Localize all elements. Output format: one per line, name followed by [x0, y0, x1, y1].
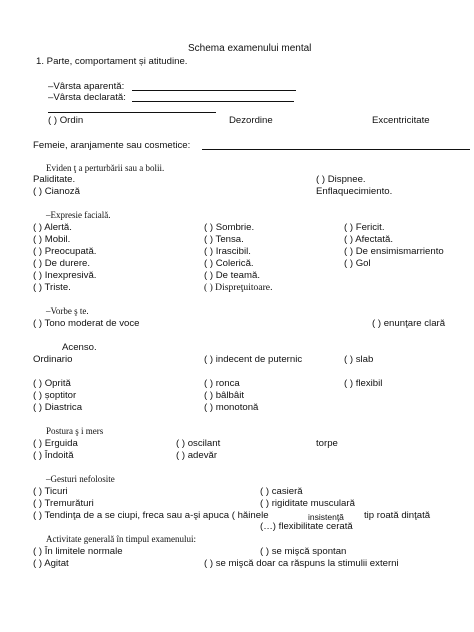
item-indoita[interactable]: ( ) Îndoită [33, 450, 74, 461]
expr-col2-item[interactable]: ( ) Tensa. [204, 234, 244, 245]
option-excentricitate[interactable]: Excentricitate [372, 115, 430, 126]
expr-col2-item[interactable]: ( ) Dispreţuitoare. [204, 282, 273, 293]
option-dezordine[interactable]: Dezordine [229, 115, 273, 126]
item-ordinario: Ordinario [33, 354, 73, 365]
speech-col2-item[interactable]: ( ) ronca [204, 378, 240, 389]
expr-col3-item[interactable]: ( ) De ensimismarriento [344, 246, 444, 257]
facial-expression-heading: –Expresie facială. [46, 210, 111, 220]
item-insistenta: insistenţă [308, 512, 344, 522]
posture-heading: Postura ş i mers [46, 426, 104, 436]
expr-col3-item[interactable]: ( ) Gol [344, 258, 371, 269]
item-adevar[interactable]: ( ) adevăr [176, 450, 218, 461]
speech-col1-item[interactable]: ( ) Oprită [33, 378, 71, 389]
expr-col1-item[interactable]: ( ) De durere. [33, 258, 91, 269]
item-tremuraturi[interactable]: ( ) Tremurături [33, 498, 94, 509]
item-raspuns[interactable]: ( ) se mişcă doar ca răspuns la stimulii externi [204, 558, 399, 569]
expr-col3-item[interactable]: ( ) Afectată. [344, 234, 394, 245]
item-torpe: torpe [316, 438, 338, 449]
item-acenso: Acenso. [62, 342, 97, 353]
option-ordin[interactable]: ( ) Ordin [48, 115, 84, 126]
item-slab[interactable]: ( ) slab [344, 354, 374, 365]
item-agitat[interactable]: ( ) Agitat [33, 558, 69, 569]
item-casiera[interactable]: ( ) casieră [260, 486, 303, 497]
item-cianoza[interactable]: ( ) Cianoză [33, 186, 80, 197]
cosmetics-field[interactable] [202, 149, 470, 150]
speech-heading: –Vorbe ş te. [46, 306, 89, 316]
speech-col2-item[interactable]: ( ) bâlbâit [204, 390, 244, 401]
item-oscilant[interactable]: ( ) oscilant [176, 438, 221, 449]
item-paliditate[interactable]: Paliditate. [33, 174, 76, 185]
speech-col2-item[interactable]: ( ) monotonă [204, 402, 259, 413]
evidence-heading: Eviden ţ a perturbării sau a bolii. [46, 163, 165, 173]
gestures-heading: –Gesturi nefolosite [46, 474, 115, 484]
expr-col3-item[interactable]: ( ) Fericit. [344, 222, 385, 233]
item-tono[interactable]: ( ) Tono moderat de voce [33, 318, 140, 329]
item-spontan[interactable]: ( ) se mişcă spontan [260, 546, 347, 557]
apparent-age-label: –Vârsta aparentă: [48, 81, 125, 92]
blank-line[interactable] [48, 112, 216, 113]
expr-col2-item[interactable]: ( ) Irascibil. [204, 246, 251, 257]
item-flexibil[interactable]: ( ) flexibil [344, 378, 383, 389]
item-erguida[interactable]: ( ) Erguida [33, 438, 78, 449]
expr-col1-item[interactable]: ( ) Alertă. [33, 222, 72, 233]
item-dispnee[interactable]: ( ) Dispnee. [316, 174, 366, 185]
expr-col1-item[interactable]: ( ) Inexpresivă. [33, 270, 97, 281]
item-ticuri[interactable]: ( ) Ticuri [33, 486, 68, 497]
item-limitele[interactable]: ( ) În limitele normale [33, 546, 123, 557]
item-enuntare[interactable]: ( ) enunţare clară [372, 318, 446, 329]
expr-col2-item[interactable]: ( ) Colerică. [204, 258, 254, 269]
item-indecent[interactable]: ( ) indecent de puternic [204, 354, 303, 365]
activity-heading: Activitate generală în timpul examenului: [46, 534, 196, 544]
declared-age-label: –Vârsta declarată: [48, 92, 126, 103]
speech-col1-item[interactable]: ( ) Diastrica [33, 402, 83, 413]
expr-col1-item[interactable]: ( ) Mobil. [33, 234, 71, 245]
expr-col1-item[interactable]: ( ) Triste. [33, 282, 71, 293]
item-enflaque[interactable]: Enflaquecimiento. [316, 186, 393, 197]
item-flexibilitate[interactable]: (…) flexibilitate cerată [260, 521, 353, 532]
declared-age-field[interactable] [132, 101, 294, 102]
apparent-age-field[interactable] [132, 90, 296, 91]
expr-col2-item[interactable]: ( ) De teamă. [204, 270, 260, 281]
expr-col2-item[interactable]: ( ) Sombrie. [204, 222, 255, 233]
item-tendinta[interactable]: ( ) Tendinţa de a se ciupi, freca sau a-şi apuca ( hăinele [33, 510, 269, 521]
section-1-heading: 1. Parte, comportament și atitudine. [36, 56, 188, 67]
item-roata: tip roată dinţată [364, 510, 431, 521]
expr-col1-item[interactable]: ( ) Preocupată. [33, 246, 97, 257]
page-title: Schema examenului mental [188, 43, 312, 54]
item-rigiditate[interactable]: ( ) rigiditate musculară [260, 498, 355, 509]
speech-col1-item[interactable]: ( ) șoptitor [33, 390, 77, 401]
cosmetics-label: Femeie, aranjamente sau cosmetice: [33, 140, 191, 151]
